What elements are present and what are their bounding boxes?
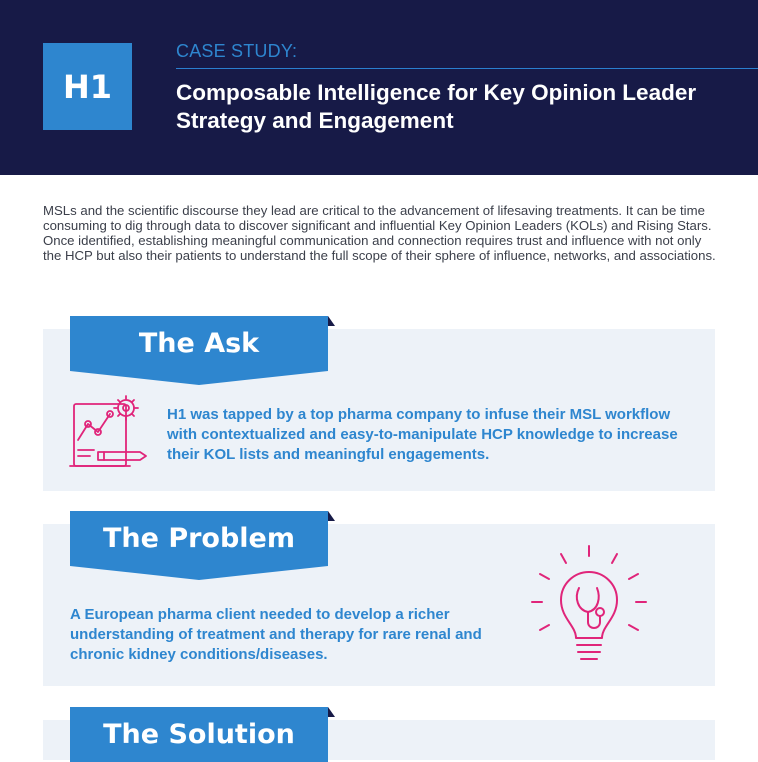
solution-heading: The Solution [70,707,328,762]
problem-body: A European pharma client needed to develop a richer understanding of treatment and therapy for rare renal and chronic kidney conditions/diseases. [70,606,482,663]
problem-heading: The Problem [70,511,328,566]
lightbulb-stethoscope-icon [528,542,650,670]
intro-paragraph: MSLs and the scientific discourse they lead are critical to the advancement of lifesaving treatments. It can be time consuming to dig through data to discover significant and influential Key Opinion Leaders (KOLs) and Rising Stars. Once identified, establishing meaningful communication and connection requires trust and influence with not only the HCP but also their patients to understand the full scope of their sphere of influence, networks, and associations. [43,203,716,263]
h1-logo: H1 [43,43,132,130]
ask-banner-fold [328,316,335,326]
page-title: Composable Intelligence for Key Opinion Leader Strategy and Engagement [176,80,697,133]
ask-heading: The Ask [70,316,328,371]
header-banner [0,0,758,175]
problem-banner-point [70,566,328,580]
analytics-report-icon [68,394,150,472]
problem-banner-fold [328,511,335,521]
ask-banner-point [70,371,328,385]
header-divider [176,68,758,69]
case-study-label: CASE STUDY: [176,41,298,61]
ask-body: H1 was tapped by a top pharma company to infuse their MSL workflow with contextualized and easy-to-manipulate HCP knowledge to increase their KOL lists and meaningful engagements. [167,406,678,463]
solution-banner-fold [328,707,335,717]
